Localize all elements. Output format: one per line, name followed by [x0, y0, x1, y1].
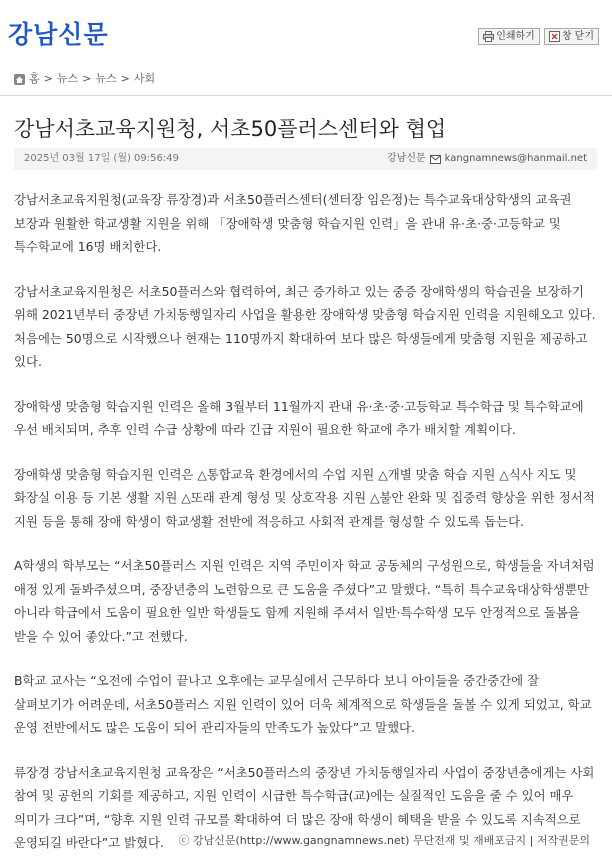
article-paragraph: A학생의 학부모는 “서초50플러스 지원 인력은 지역 주민이자 학교 공동체의 구성원으로, 학생들을 자녀처럼 애정 있게 돌봐주셨으며, 중장년층의 노련함으로 큰 도움을 주셨다”고 말했다. “특히 특수교육대상학생뿐만 아니라 학급에서 도움이 필요한 일반 학생들도 함께 지원해 주셔서 일반·특수학생 모두 안정적으로 돌봄을 받을 수 있어 좋았다.”고 전했다. [14, 558, 595, 644]
breadcrumb-news[interactable]: 뉴스 [56, 72, 79, 85]
footer-divider: | [529, 834, 534, 847]
article-paragraph: 장애학생 맞춤형 학습지원 인력은 △통합교육 환경에서의 수업 지원 △개별 맞춤 학습 지원 △식사 지도 및 화장실 이용 등 기본 생활 지원 △또래 관계 형성 및 상호작용 지원 △불안 완화 및 집중력 향상을 위한 정서적 지원 등을 통해 장애 학생이 학교생활 전반에 적응하고 사회적 관계를 형성할 수 있도록 돕는다. [14, 466, 595, 529]
close-window-button[interactable] [544, 28, 599, 45]
article-title: 강남서초교육지원청, 서초50플러스센터와 협업 [14, 117, 447, 141]
copyright-inquiry-link[interactable]: 저작권문의 [536, 834, 590, 847]
footer-notice: 무단전재 및 재배포금지 [412, 834, 527, 847]
breadcrumb-separator: > [82, 72, 92, 85]
breadcrumb-separator: > [120, 72, 130, 85]
print-label: 인쇄하기 [496, 31, 535, 42]
mail-icon [430, 155, 441, 164]
breadcrumb-home[interactable]: 홈 [29, 72, 40, 85]
close-label: 창 닫기 [561, 31, 594, 42]
article-paragraph: 강남서초교육지원청(교육장 류장경)과 서초50플러스센터(센터장 임은정)는 특수교육대상학생의 교육권 보장과 원활한 학교생활 지원을 위해 「장애학생 맞춤형 학습지원 인력」을 관내 유·초·중·고등학교 및 특수학교에 16명 배치한다. [14, 192, 572, 254]
article-paragraph: 강남서초교육지원청은 서초50플러스와 협력하여, 최근 증가하고 있는 중증 장애학생의 학습권을 보장하기 위해 2021년부터 중장년 가치동행일자리 사업을 활용한 장애학생 맞춤형 학습지원 인력을 지원해오고 있다. 처음에는 50명으로 시작했으나 현재는 110명까지 확대하여 보다 많은 학생들에게 맞춤형 지원을 제공하고 있다. [14, 283, 596, 369]
printer-icon [483, 31, 494, 42]
header-divider [0, 95, 612, 96]
article-byline [387, 152, 587, 166]
breadcrumb-news-sub[interactable]: 뉴스 [95, 72, 117, 85]
close-box-icon [549, 31, 560, 42]
copyright-link[interactable]: ⓒ 강남신문(http://www.gangnamnews.net) [178, 834, 410, 847]
site-header [0, 0, 612, 60]
article-paragraph: 장애학생 맞춤형 학습지원 인력은 올해 3월부터 11월까지 관내 유·초·중·고등학교 특수학급 및 특수학교에 우선 배치되며, 추후 인력 수급 상황에 따라 긴급 지원이 필요한 학교에 추가 배치할 계획이다. [14, 398, 584, 437]
article-paragraph: B학교 교사는 “오전에 수업이 끝나고 오후에는 교무실에서 근무하다 보니 아이들을 중간중간에 잘 살펴보기가 어려운데, 서초50플러스 지원 인력이 있어 더욱 체계적으로 학생들을 돌볼 수 있게 되었고, 학교 운영 전반에서도 많은 도움이 되어 관리자들의 만족도가 높았다”고 말했다. [14, 673, 592, 735]
breadcrumb [14, 72, 155, 86]
site-logo[interactable]: 강남신문 [8, 20, 109, 49]
article-author: 강남신문 [387, 153, 426, 164]
article-paragraph: 류장경 강남서초교육지원청 교육장은 “서초50플러스의 중장년 가치동행일자리 사업이 중장년층에게는 사회 참여 및 공헌의 기회를 제공하고, 지원 인력이 시급한 특수학급(교)에는 실질적인 도움을 줄 수 있어 매우 의미가 크다”며, “향후 지원 인력 규모를 확대하여 더 많은 장애 학생이 혜택을 받을 수 있도록 지속적으로 운영되길 바란다”고 밝혔다. [14, 764, 595, 850]
print-button[interactable] [478, 28, 540, 45]
article-date: 2025년 03월 17일 (월) 09:56:49 [24, 153, 179, 164]
author-email-link[interactable]: kangnamnews@hanmail.net [444, 153, 587, 164]
site-footer [0, 833, 612, 849]
breadcrumb-separator: > [43, 72, 53, 85]
article-body [14, 188, 599, 859]
breadcrumb-society[interactable]: 사회 [133, 72, 156, 85]
header-tools [478, 28, 599, 45]
home-icon [14, 74, 25, 85]
article-meta [14, 148, 597, 170]
